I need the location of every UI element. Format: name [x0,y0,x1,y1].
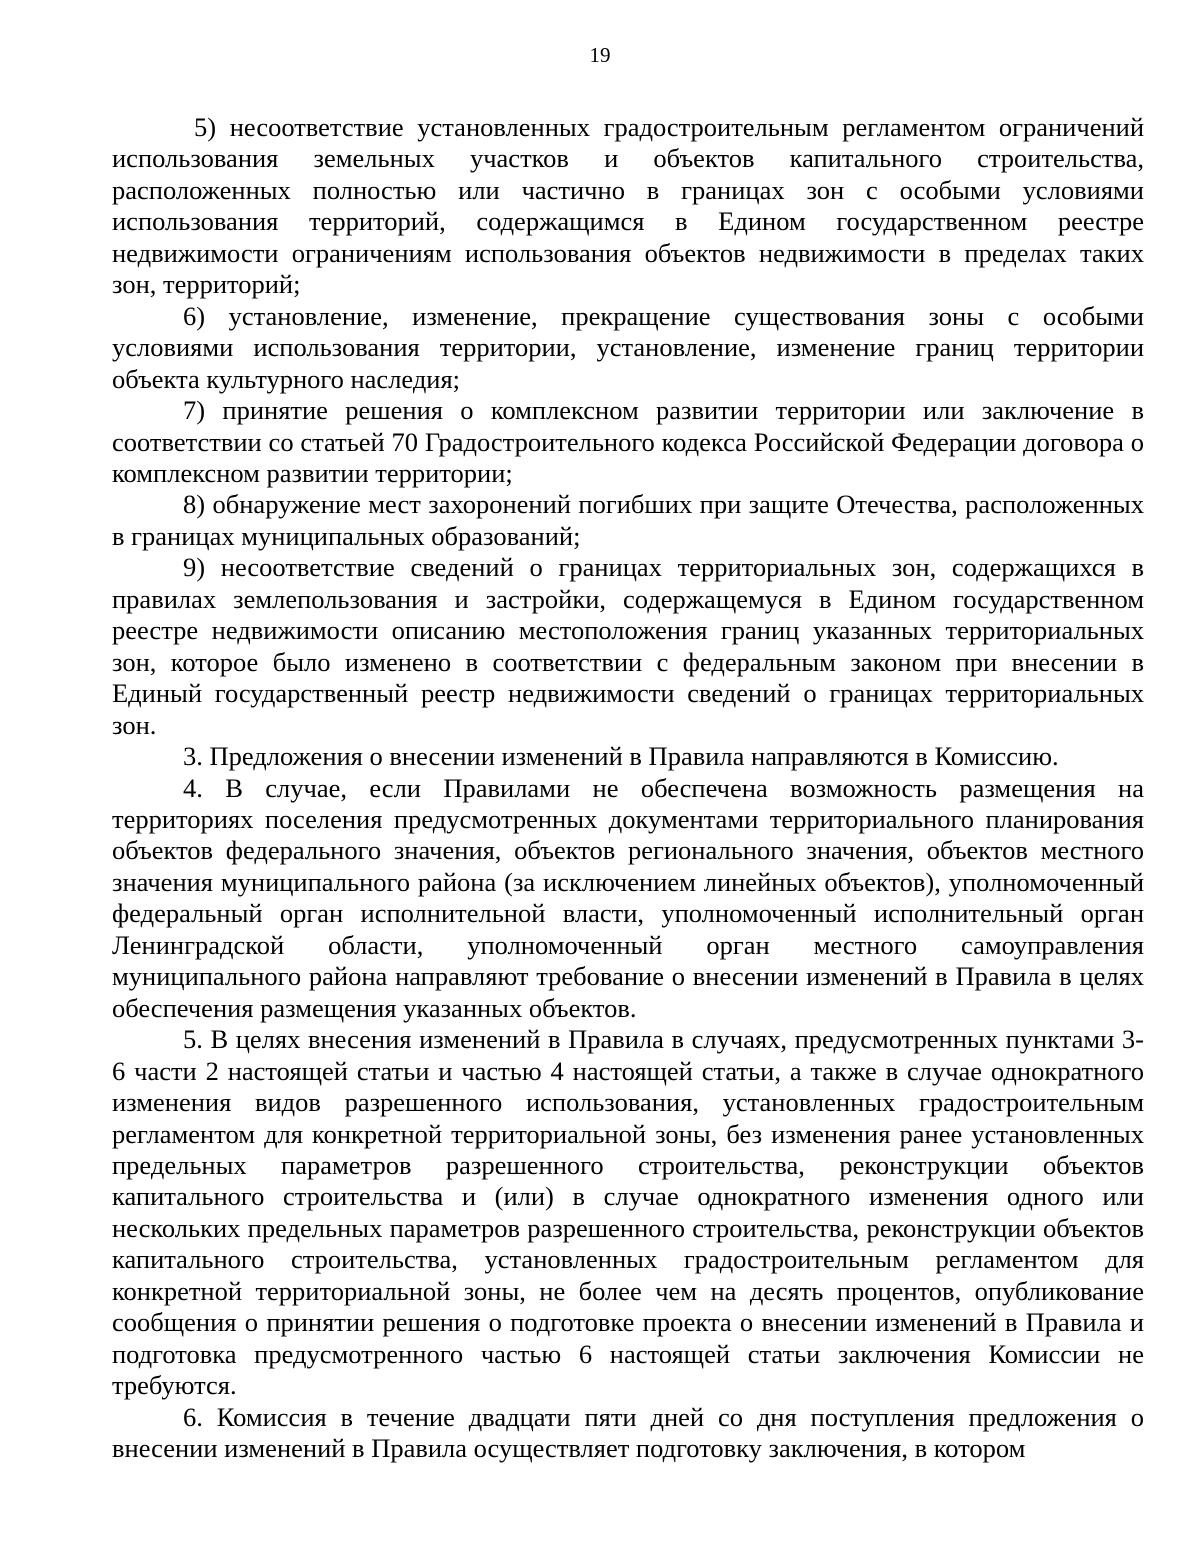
paragraph-item-6: 6) установление, изменение, прекращение существования зоны с особыми условиями использования территории, установление, изменение границ территории объекта культурного наследия; [112,300,1144,394]
paragraph-item-9: 9) несоответствие сведений о границах территориальных зон, содержащихся в правилах землепользования и застройки, содержащемуся в Едином государственном реестре недвижимости описанию местоположения границ указанных территориальных зон, которое было изменено в соответствии с федеральным законом при внесении в Единый государственный реестр недвижимости сведений о границах территориальных зон. [112,552,1144,740]
paragraph-item-8: 8) обнаружение мест захоронений погибших при защите Отечества, расположенных в границах муниципальных образований; [112,489,1144,551]
paragraph-section-3: 3. Предложения о внесении изменений в Правила направляются в Комиссию. [183,741,1059,772]
paragraph-section-6: 6. Комиссия в течение двадцати пяти дней со дня поступления предложения о внесении изменений в Правила осуществляет подготовку заключения, в котором [112,1401,1144,1464]
paragraph-item-5: 5) несоответствие установленных градостроительным регламентом ограничений использования земельных участков и объектов капитального строительства, расположенных полностью или частично в границах зон с особыми условиями использования территорий, содержащимся в Едином государственном реестре недвижимости ограничениям использования объектов недвижимости в пределах таких зон, территорий; [112,112,1144,300]
document-body [112,112,1144,1464]
page-number: 19 [589,43,611,67]
paragraph-item-7: 7) принятие решения о комплексном развитии территории или заключение в соответствии со статьей 70 Градостроительного кодекса Российской Федерации договора о комплексном развитии территории; [112,395,1144,488]
paragraph-section-4: 4. В случае, если Правилами не обеспечена возможность размещения на территориях поселения предусмотренных документами территориального планирования объектов федерального значения, объектов регионального значения, объектов местного значения муниципального района (за исключением линейных объектов), уполномоченный федеральный орган исполнительной власти, уполномоченный исполнительный орган Ленинградской области, уполномоченный орган местного самоуправления муниципального района направляют требование о внесении изменений в Правила в целях обеспечения размещения указанных объектов. [112,772,1144,1023]
paragraph-section-5: 5. В целях внесения изменений в Правила в случаях, предусмотренных пунктами 3-6 части 2 настоящей статьи и частью 4 настоящей статьи, а также в случае однократного изменения видов разрешенного использования, установленных градостроительным регламентом для конкретной территориальной зоны, без изменения ранее установленных предельных параметров разрешенного строительства, реконструкции объектов капитального строительства и (или) в случае однократного изменения одного или нескольких предельных параметров разрешенного строительства, реконструкции объектов капитального строительства, установленных градостроительным регламентом для конкретной территориальной зоны, не более чем на десять процентов, опубликование сообщения о принятии решения о подготовке проекта о внесении изменений в Правила и подготовка предусмотренного частью 6 настоящей статьи заключения Комиссии не требуются. [112,1024,1144,1401]
